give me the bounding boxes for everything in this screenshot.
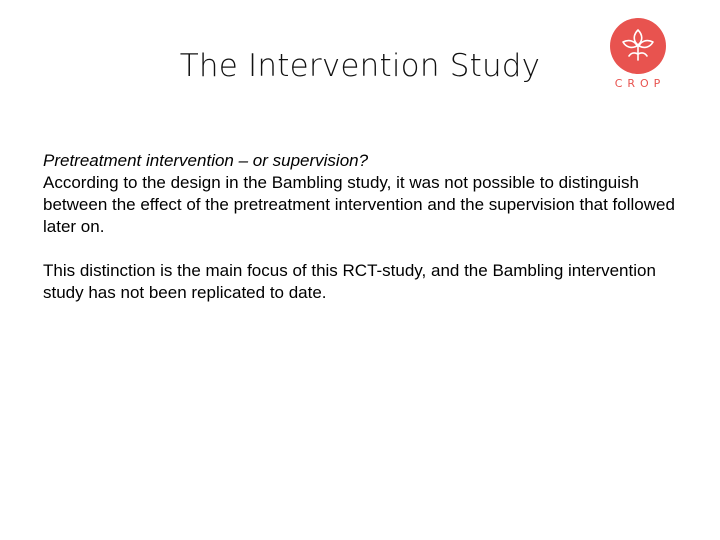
subheading: Pretreatment intervention – or supervision? xyxy=(43,151,369,170)
logo-wordmark: CROP xyxy=(614,77,666,90)
slide-title: The Intervention Study xyxy=(179,48,541,84)
slide-body xyxy=(43,150,683,304)
paragraph-1: According to the design in the Bambling study, it was not possible to distinguish between the effect of the pretreatment intervention and the supervision that followed later on. xyxy=(43,173,675,236)
flower-icon xyxy=(610,18,666,74)
logo-circle xyxy=(610,18,666,74)
crop-logo xyxy=(606,18,670,94)
paragraph-2: This distinction is the main focus of this RCT-study, and the Bambling intervention study has not been replicated to date. xyxy=(43,261,656,302)
paragraph-spacer xyxy=(43,238,683,260)
